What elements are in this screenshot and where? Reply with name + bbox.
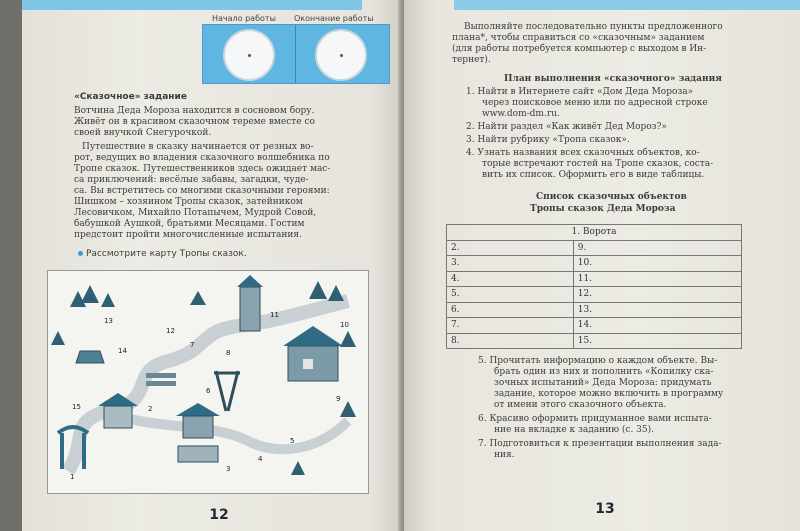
paragraph-2-line: Шишком – хозяином Тропы сказок, затейником [74,197,303,207]
table-cell: 6. [447,302,574,318]
table-cell: 13. [573,302,741,318]
intro-line: (для работы потребуется компьютер с выходом в Ин- [452,44,707,54]
bullet-icon [78,251,83,256]
plan-item-line: вить их список. Оформить его в виде таблицы. [482,170,705,180]
plan-item-line: зочных испытаний» Деда Мороза: придумать [494,378,712,388]
map-number-label: 8 [226,349,231,357]
plan-item-line: брать один из них и пополнить «Копилку ска- [494,367,714,377]
plan-item-line: 7. Подготовиться к презентации выполнения зада- [478,439,722,449]
list-title: Тропы сказок Деда Мороза [530,204,676,214]
map-number-label: 3 [226,465,231,473]
paragraph-1-line: своей внучкой Снегурочкой. [74,128,212,138]
map-number-label: 9 [336,395,341,403]
fairy-trail-map [47,270,369,494]
sleigh [76,351,104,363]
top-band [454,0,800,10]
table-cell: 14. [573,318,741,334]
map-number-label: 14 [118,347,127,355]
page-number-right: 13 [590,494,620,524]
map-number-label: 4 [258,455,263,463]
table-cell: 10. [573,256,741,272]
map-number-label: 12 [166,327,175,335]
fairy-trail-map-drawing [48,271,368,493]
table-row [447,225,742,241]
map-number-label: 1 [70,473,75,481]
intro-line: плана*, чтобы справиться со «сказочным» заданием [452,33,705,43]
end-time-label: Окончание работы [294,14,374,23]
map-number-label: 15 [72,403,81,411]
paragraph-2-line: предстоит пройти многочисленные испытания. [74,230,302,240]
table-cell: 2. [447,240,574,256]
paragraph-2-line: Тропе сказок. Путешественников здесь ожидает мас- [74,164,331,174]
objects-table [446,224,742,349]
paragraph-1-line: Живёт он в красивом сказочном тереме вместе со [74,117,315,127]
table-row [447,256,742,272]
map-number-label: 6 [206,387,211,395]
plan-item-line: 2. Найти раздел «Как живёт Дед Мороз?» [466,122,667,132]
clock-divider [295,25,296,83]
plan-item-line: торые встречают гостей на Тропе сказок, соста- [482,159,714,169]
start-time-label: Начало работы [212,14,276,23]
table-cell: 7. [447,318,574,334]
table-cell: 3. [447,256,574,272]
table-row [447,318,742,334]
task-title: «Сказочное» задание [74,92,187,102]
paragraph-2-line: Лесовичком, Михайло Потапычем, Мудрой Совой, [74,208,317,218]
map-number-label: 13 [104,317,113,325]
table-cell: 5. [447,287,574,303]
intro-line: Выполняйте последовательно пункты предложенного [464,22,723,32]
table-cell: 11. [573,271,741,287]
map-number-label: 11 [270,311,279,319]
plan-item-line: 5. Прочитать информацию о каждом объекте. Вы- [478,356,718,366]
plan-title: План выполнения «сказочного» задания [504,74,722,84]
plan-item-line: ние на вкладке к заданию (с. 35). [494,425,654,435]
top-band [22,0,362,10]
paragraph-1-line: Вотчина Деда Мороза находится в сосновом бору. [74,106,315,116]
list-title: Список сказочных объектов [536,192,687,202]
plan-item-line: от имени этого сказочного объекта. [494,400,667,410]
start-clock-icon [223,29,275,81]
table-row [447,240,742,256]
plan-item-line: 6. Красиво оформить придуманное вами испыта- [478,414,712,424]
plan-item-line: 1. Найти в Интернете сайт «Дом Деда Мороза» [466,87,694,97]
paragraph-2-line: са. Вы встретитесь со многими сказочными героями: [74,186,330,196]
plan-item-line: ния. [494,450,515,460]
bullet-text: Рассмотрите карту Тропы сказок. [86,249,247,259]
page-number-left: 12 [204,500,234,530]
table-head-cell: 1. Ворота [447,225,742,241]
table-row [447,271,742,287]
paragraph-2-line: рот, ведущих во владения сказочного волшебника по [74,153,330,163]
map-number-label: 5 [290,437,295,445]
end-clock-icon [315,29,367,81]
table-cell: 4. [447,271,574,287]
table-row [447,287,742,303]
plan-item-line: www.dom-dm.ru. [482,109,560,119]
bullet-instruction [78,249,247,260]
paragraph-2-line: бабушкой Аушкой, братьями Месяцами. Гостим [74,219,305,229]
plan-item-line: через поисковое меню или по адресной строке [482,98,708,108]
clock-panel [202,24,390,84]
paragraph-2-line: са приключений: весёлые забавы, загадки, чуде- [74,175,309,185]
plan-item-line: задание, которое можно включить в программу [494,389,724,399]
plan-item-line: 3. Найти рубрику «Тропа сказок». [466,135,630,145]
table-cell: 8. [447,333,574,349]
table-cell: 12. [573,287,741,303]
paragraph-2-line: Путешествие в сказку начинается от резных во- [82,142,314,152]
map-number-label: 10 [340,321,349,329]
plan-item-line: 4. Узнать названия всех сказочных объектов, ко- [466,148,700,158]
intro-line: тернет). [452,55,491,65]
map-number-label: 2 [148,405,153,413]
table-row [447,333,742,349]
map-number-label: 7 [190,341,195,349]
table-row [447,302,742,318]
table-cell: 15. [573,333,741,349]
table-cell: 9. [573,240,741,256]
